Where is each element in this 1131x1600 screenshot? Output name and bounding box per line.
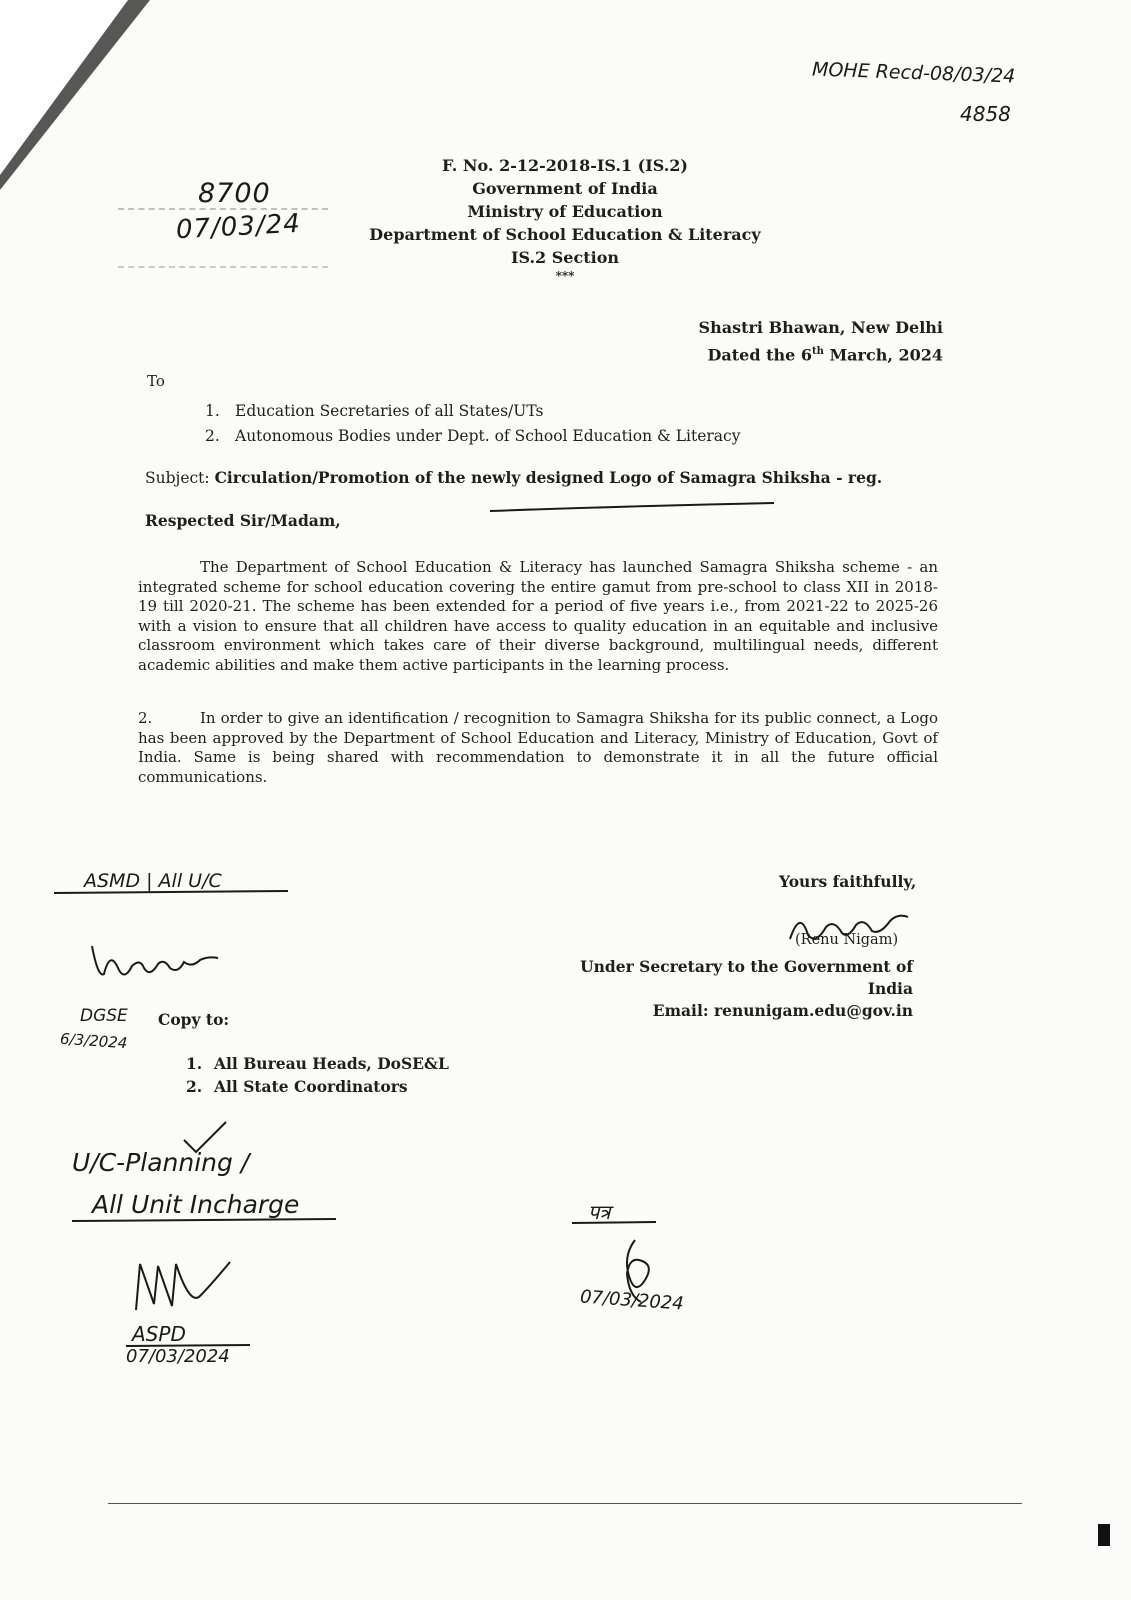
file-number: F. No. 2-12-2018-IS.1 (IS.2) <box>442 156 688 175</box>
bottom-rule <box>108 1503 1022 1504</box>
paragraph-2: 2. In order to give an identification / recognition to Samagra Shiksha for its public connect, a Logo has been approved by the Department of School Education and Literacy, Ministry of Education, Govt of India. Same is being shared with recommendation to demonstrate it in all the future official communications. <box>138 709 938 786</box>
handwritten-stamp-date: 07/03/24 <box>175 208 302 246</box>
date: Dated the 6th March, 2024 <box>707 345 943 365</box>
addressee-item: 1. Education Secretaries of all States/UTs <box>205 402 544 420</box>
handwritten-initials <box>88 938 238 988</box>
ministry-name: Ministry of Education <box>467 202 663 221</box>
place-date-block <box>699 316 943 367</box>
all-unit-underline <box>70 1214 340 1226</box>
subject-label: Subject: <box>145 469 210 487</box>
closing: Yours faithfully, <box>779 872 917 891</box>
copy-to-list <box>186 1052 449 1098</box>
handwritten-receipt-number: 4858 <box>960 102 1011 126</box>
salutation: Respected Sir/Madam, <box>145 511 341 530</box>
email: Email: renunigam.edu@gov.in <box>652 1001 913 1020</box>
handwritten-all-unit: All Unit Incharge <box>92 1190 300 1219</box>
to-label: To <box>147 372 165 390</box>
handwritten-dgse-date: 6/3/2024 <box>59 1029 128 1053</box>
paragraph-1: The Department of School Education & Literacy has launched Samagra Shiksha scheme - an integrated scheme for school education covering the entire gamut from pre-school to class XII in 2018-19 till 2020-21. The scheme has been extended for a period of five years i.e., from 2021-22 to 2025-26 with a vision to ensure that all children have access to quality education in an equitable and inclusive classroom environment which takes care of their diverse background, multilingual needs, different academic abilities and make them active participants in the learning process. <box>138 558 938 674</box>
scan-mark <box>1098 1524 1110 1546</box>
subject-line <box>145 468 882 487</box>
handwritten-hindi-note: पत्र <box>588 1200 611 1224</box>
hindi-note-underline <box>570 1218 660 1228</box>
department-name: Department of School Education & Literacy <box>369 225 761 244</box>
section-name: IS.2 Section <box>511 248 619 267</box>
header-stars: *** <box>555 269 575 283</box>
handwritten-receipt-note: MOHE Recd-08/03/24 <box>811 58 1016 88</box>
copy-to-item: 1. All Bureau Heads, DoSE&L <box>186 1054 449 1073</box>
designation: Under Secretary to the Government of India <box>580 957 913 998</box>
handwritten-initials-2 <box>130 1256 240 1316</box>
handwritten-stamp-number: 8700 <box>198 178 271 209</box>
handwritten-right-date: 07/03/2024 <box>579 1286 685 1315</box>
government-name: Government of India <box>472 179 658 198</box>
copy-to-item: 2. All State Coordinators <box>186 1077 408 1096</box>
page-fold-corner <box>0 0 128 175</box>
copy-to-label: Copy to: <box>158 1010 230 1029</box>
letter-header <box>330 154 800 283</box>
subject-text: Circulation/Promotion of the newly designed Logo of Samagra Shiksha - reg. <box>214 468 883 487</box>
asmd-underline <box>52 885 292 899</box>
handwritten-asmd-note: ASMD | All U/C <box>84 870 222 892</box>
handwritten-dgse: DGSE <box>80 1006 128 1026</box>
place: Shastri Bhawan, New Delhi <box>698 318 943 337</box>
signatory-name: (Renu Nigam) <box>795 932 899 948</box>
handwritten-aspd-date: 07/03/2024 <box>126 1346 230 1367</box>
checkmark-icon <box>180 1118 230 1158</box>
addressee-list <box>205 399 740 449</box>
designation-block <box>546 956 913 1022</box>
subject-underline <box>488 500 778 516</box>
aspd-underline <box>124 1342 254 1350</box>
handwritten-uc-planning: U/C-Planning / <box>72 1148 250 1177</box>
handwritten-aspd: ASPD <box>132 1322 186 1346</box>
addressee-item: 2. Autonomous Bodies under Dept. of School Education & Literacy <box>205 427 741 445</box>
